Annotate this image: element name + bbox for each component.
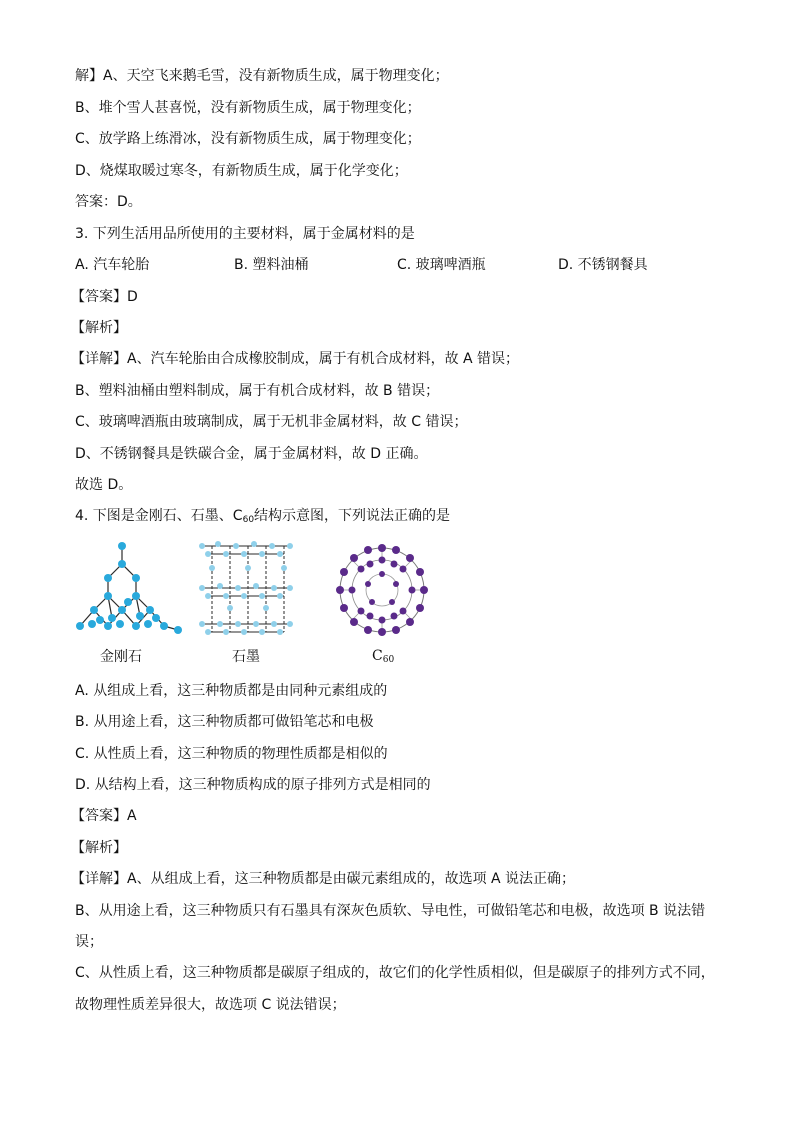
q3-detail-d: D、不锈钢餐具是铁碳合金，属于金属材料，故 D 正确。: [75, 446, 428, 462]
q4-option-d: D. 从结构上看，这三种物质构成的原子排列方式是相同的: [75, 777, 431, 793]
q4-stem: 4. 下图是金刚石、石墨、$C_{60}$结构示意图，下列说法正确的是: [75, 508, 451, 525]
q3-option-a: A. 汽车轮胎: [75, 257, 150, 273]
diamond-label: 金刚石: [100, 649, 142, 665]
q4-option-a: A. 从组成上看，这三种物质都是由同种元素组成的: [75, 683, 388, 699]
graphite-label: 石墨: [232, 649, 260, 665]
diamond-structure-figure: [68, 538, 188, 638]
q3-detail-a: 【详解】A、汽车轮胎由合成橡胶制成，属于有机合成材料，故 A 错误；: [71, 351, 520, 367]
q3-analysis-header: 【解析】: [71, 320, 127, 336]
q3-conclusion: 故选 D。: [75, 477, 133, 493]
q3-detail-c: C、玻璃啤酒瓶由玻璃制成，属于无机非金属材料，故 C 错误；: [75, 414, 468, 430]
q2-analysis-d: D、烧煤取暖过寒冬，有新物质生成，属于化学变化；: [75, 163, 408, 179]
q4-detail-b-line1: B、从用途上看，这三种物质只有石墨具有深灰色质软、导电性，可做铅笔芯和电极，故选项 B 说法错: [75, 903, 706, 919]
q3-detail-b: B、塑料油桶由塑料制成，属于有机合成材料，故 B 错误；: [75, 383, 440, 399]
q3-option-c: C. 玻璃啤酒瓶: [397, 257, 486, 273]
graphite-structure-figure: [194, 538, 298, 640]
q3-answer: 【答案】D: [71, 289, 138, 305]
q4-analysis-header: 【解析】: [71, 840, 127, 856]
q4-detail-c-line2: 故物理性质差异很大，故选项 C 说法错误；: [75, 997, 346, 1013]
q4-option-c: C. 从性质上看，这三种物质的物理性质都是相似的: [75, 746, 388, 762]
q4-detail-b-line2: 误；: [75, 934, 103, 950]
q2-analysis-b: B、堆个雪人甚喜悦，没有新物质生成，属于物理变化；: [75, 100, 421, 116]
q4-answer: 【答案】A: [71, 808, 137, 824]
c60-label: $C_{60}$: [372, 648, 395, 665]
q4-detail-a: 【详解】A、从组成上看，这三种物质都是由碳元素组成的，故选项 A 说法正确；: [71, 871, 576, 887]
q2-answer: 答案：D。: [75, 194, 142, 210]
q4-option-b: B. 从用途上看，这三种物质都可做铅笔芯和电极: [75, 714, 374, 730]
q2-analysis-a: 解】A、天空飞来鹅毛雪，没有新物质生成，属于物理变化；: [75, 68, 449, 84]
q3-option-b: B. 塑料油桶: [234, 257, 309, 273]
q2-analysis-c: C、放学路上练滑冰，没有新物质生成，属于物理变化；: [75, 131, 421, 147]
q4-detail-c-line1: C、从性质上看，这三种物质都是碳原子组成的，故它们的化学性质相似，但是碳原子的排列方式不同，: [75, 965, 715, 981]
c60-structure-figure: [330, 540, 434, 640]
q3-option-d: D. 不锈钢餐具: [558, 257, 648, 273]
q3-stem: 3. 下列生活用品所使用的主要材料，属于金属材料的是: [75, 226, 415, 242]
